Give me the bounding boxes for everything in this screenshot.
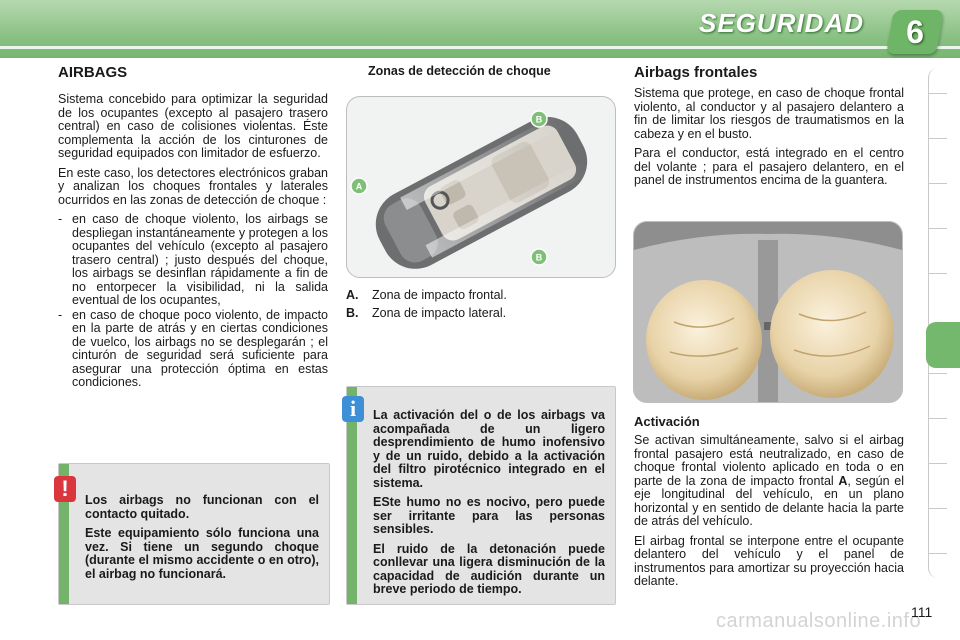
- chapter-tab[interactable]: [929, 463, 947, 464]
- warning-line: Este equipamiento sólo funciona una vez. Si tiene un segundo choque (durante el mismo accidente o en otro), el airbag no funcionará.: [85, 526, 319, 581]
- activation-text: , según el eje longitudinal del vehículo, en un plano horizontal y en sentido de delante hacia la parte de atrás del vehículo.: [634, 473, 904, 528]
- chapter-number: 6: [906, 14, 924, 50]
- activation-paragraph: El airbag frontal se interpone entre el ocupante delantero del vehículo y el panel de instrumentos para amortizar su proyección hacia delante.: [634, 533, 904, 588]
- zone-key: B.: [346, 306, 359, 320]
- page-title: SEGURIDAD: [698, 8, 864, 38]
- intro-paragraph: Sistema concebido para optimizar la seguridad de los ocupantes (excepto al pasajero trasero central) en caso de colisiones violentas. Éste complementa la acción de los cinturones de seguridad equipados con limitador de esfuerzo.: [58, 92, 328, 160]
- info-box: [346, 386, 616, 605]
- chapter-tab[interactable]: [929, 553, 947, 554]
- airbag-illustration: [634, 222, 902, 402]
- zone-key-inline: A: [838, 473, 848, 488]
- section-heading: Airbags frontales: [634, 64, 758, 81]
- watermark: carmanualsonline.info: [716, 610, 922, 632]
- chapter-tab[interactable]: [929, 273, 947, 274]
- chapter-tab[interactable]: [929, 508, 947, 509]
- airbag-photo: [633, 221, 903, 403]
- car-diagram: [346, 96, 616, 278]
- car-illustration: [347, 97, 615, 277]
- zone-marker-a-label: A: [355, 181, 363, 192]
- zone-legend-item: [346, 306, 616, 320]
- zone-label: Zona de impacto lateral.: [372, 306, 507, 320]
- airbags-section: [58, 64, 328, 391]
- info-icon: i: [342, 396, 364, 422]
- chapter-tab[interactable]: [929, 418, 947, 419]
- zone-label: Zona de impacto frontal.: [372, 288, 507, 302]
- activation-heading: Activación: [634, 414, 700, 429]
- chapter-tab[interactable]: [929, 93, 947, 94]
- activation-text: Se activan simultáneamente, salvo si el airbag frontal pasajero está neutralizado, en caso de choque frontal violento aplicado en toda o en parte de la zona de impacto frontal: [634, 433, 904, 488]
- header-band: [0, 0, 960, 58]
- list-item-text: en caso de choque poco violento, de impacto en la parte de atrás y en ciertas condiciones de vuelco, los airbags no se desplegarán ; el cinturón de seguridad será suficiente para asegurar una protección óptima en estas condiciones.: [72, 307, 328, 389]
- section-heading: AIRBAGS: [58, 64, 128, 81]
- list-item-text: en caso de choque violento, los airbags se despliegan instantáneamente y protegen a los ocupantes del vehículo (excepto al pasajero trasero central) ; justo después del choque, los airbags se desinflan rápidamente a fin de no entorpecer la visibilidad, ni la salida eventual de los ocupantes,: [72, 212, 328, 307]
- front-airbags-paragraph: Para el conductor, está integrado en el centro del volante ; para el pasajero delantero, en el panel de instrumentos encima de la guantera.: [634, 146, 904, 187]
- zone-marker-b-label: B: [535, 114, 543, 125]
- warning-icon: !: [54, 476, 76, 502]
- activation-section: [634, 414, 904, 595]
- detection-paragraph: En este caso, los detectores electrónicos graban y analizan los choques frontales y laterales ocurridos en las zonas de detección de choque :: [58, 165, 328, 207]
- chapter-badge[interactable]: [886, 10, 944, 54]
- zone-legend-item: [346, 288, 616, 302]
- diagram-title: Zonas de detección de choque: [368, 64, 551, 78]
- front-airbags-paragraph: Sistema que protege, en caso de choque frontal violento, al conductor y al pasajero delantero a fin de limitar los riesgos de traumatismos en la cabeza y en el busto.: [634, 86, 904, 141]
- header-divider: [0, 46, 960, 49]
- driver-airbag: [646, 280, 762, 400]
- info-text: [373, 409, 605, 603]
- info-line: ESte humo no es nocivo, pero puede ser irritante para las personas sensibles.: [373, 495, 605, 536]
- warning-line: Los airbags no funcionan con el contacto quitado.: [85, 493, 319, 521]
- chapter-tab-active[interactable]: [926, 322, 960, 368]
- chapter-tab[interactable]: [929, 138, 947, 139]
- front-airbags-section: [634, 64, 904, 194]
- list-item: - en caso de choque poco violento, de impacto en la parte de atrás y en ciertas condiciones de vuelco, los airbags no se desplegarán ; el cinturón de seguridad será suficiente para asegurar una protección óptima en estas condiciones.: [58, 307, 328, 389]
- passenger-airbag: [770, 270, 894, 398]
- activation-paragraph: [634, 434, 904, 529]
- warning-box: [58, 463, 330, 605]
- zone-marker-b-label: B: [535, 252, 543, 263]
- chapter-tab[interactable]: [929, 373, 947, 374]
- page-number: 111: [911, 604, 933, 620]
- list-item: - en caso de choque violento, los airbags se despliegan instantáneamente y protegen a los ocupantes del vehículo (excepto al pasajero trasero central) ; justo después del choque, los airbags se desinflan rápidamente a fin de no entorpecer la visibilidad, ni la salida eventual de los ocupantes,: [58, 212, 328, 307]
- chapter-tab[interactable]: [929, 183, 947, 184]
- zone-key: A.: [346, 288, 359, 302]
- info-line: El ruido de la detonación puede conllevar una ligera disminución de la capacidad de audición durante un breve periodo de tiempo.: [373, 541, 605, 596]
- info-line: La activación del o de los airbags va acompañada de un ligero desprendimiento de humo inofensivo y de un ruido, debido a la activación del filtro pirotécnico integrado en el sistema.: [373, 408, 605, 490]
- chapter-tab[interactable]: [929, 228, 947, 229]
- warning-text: [85, 494, 319, 587]
